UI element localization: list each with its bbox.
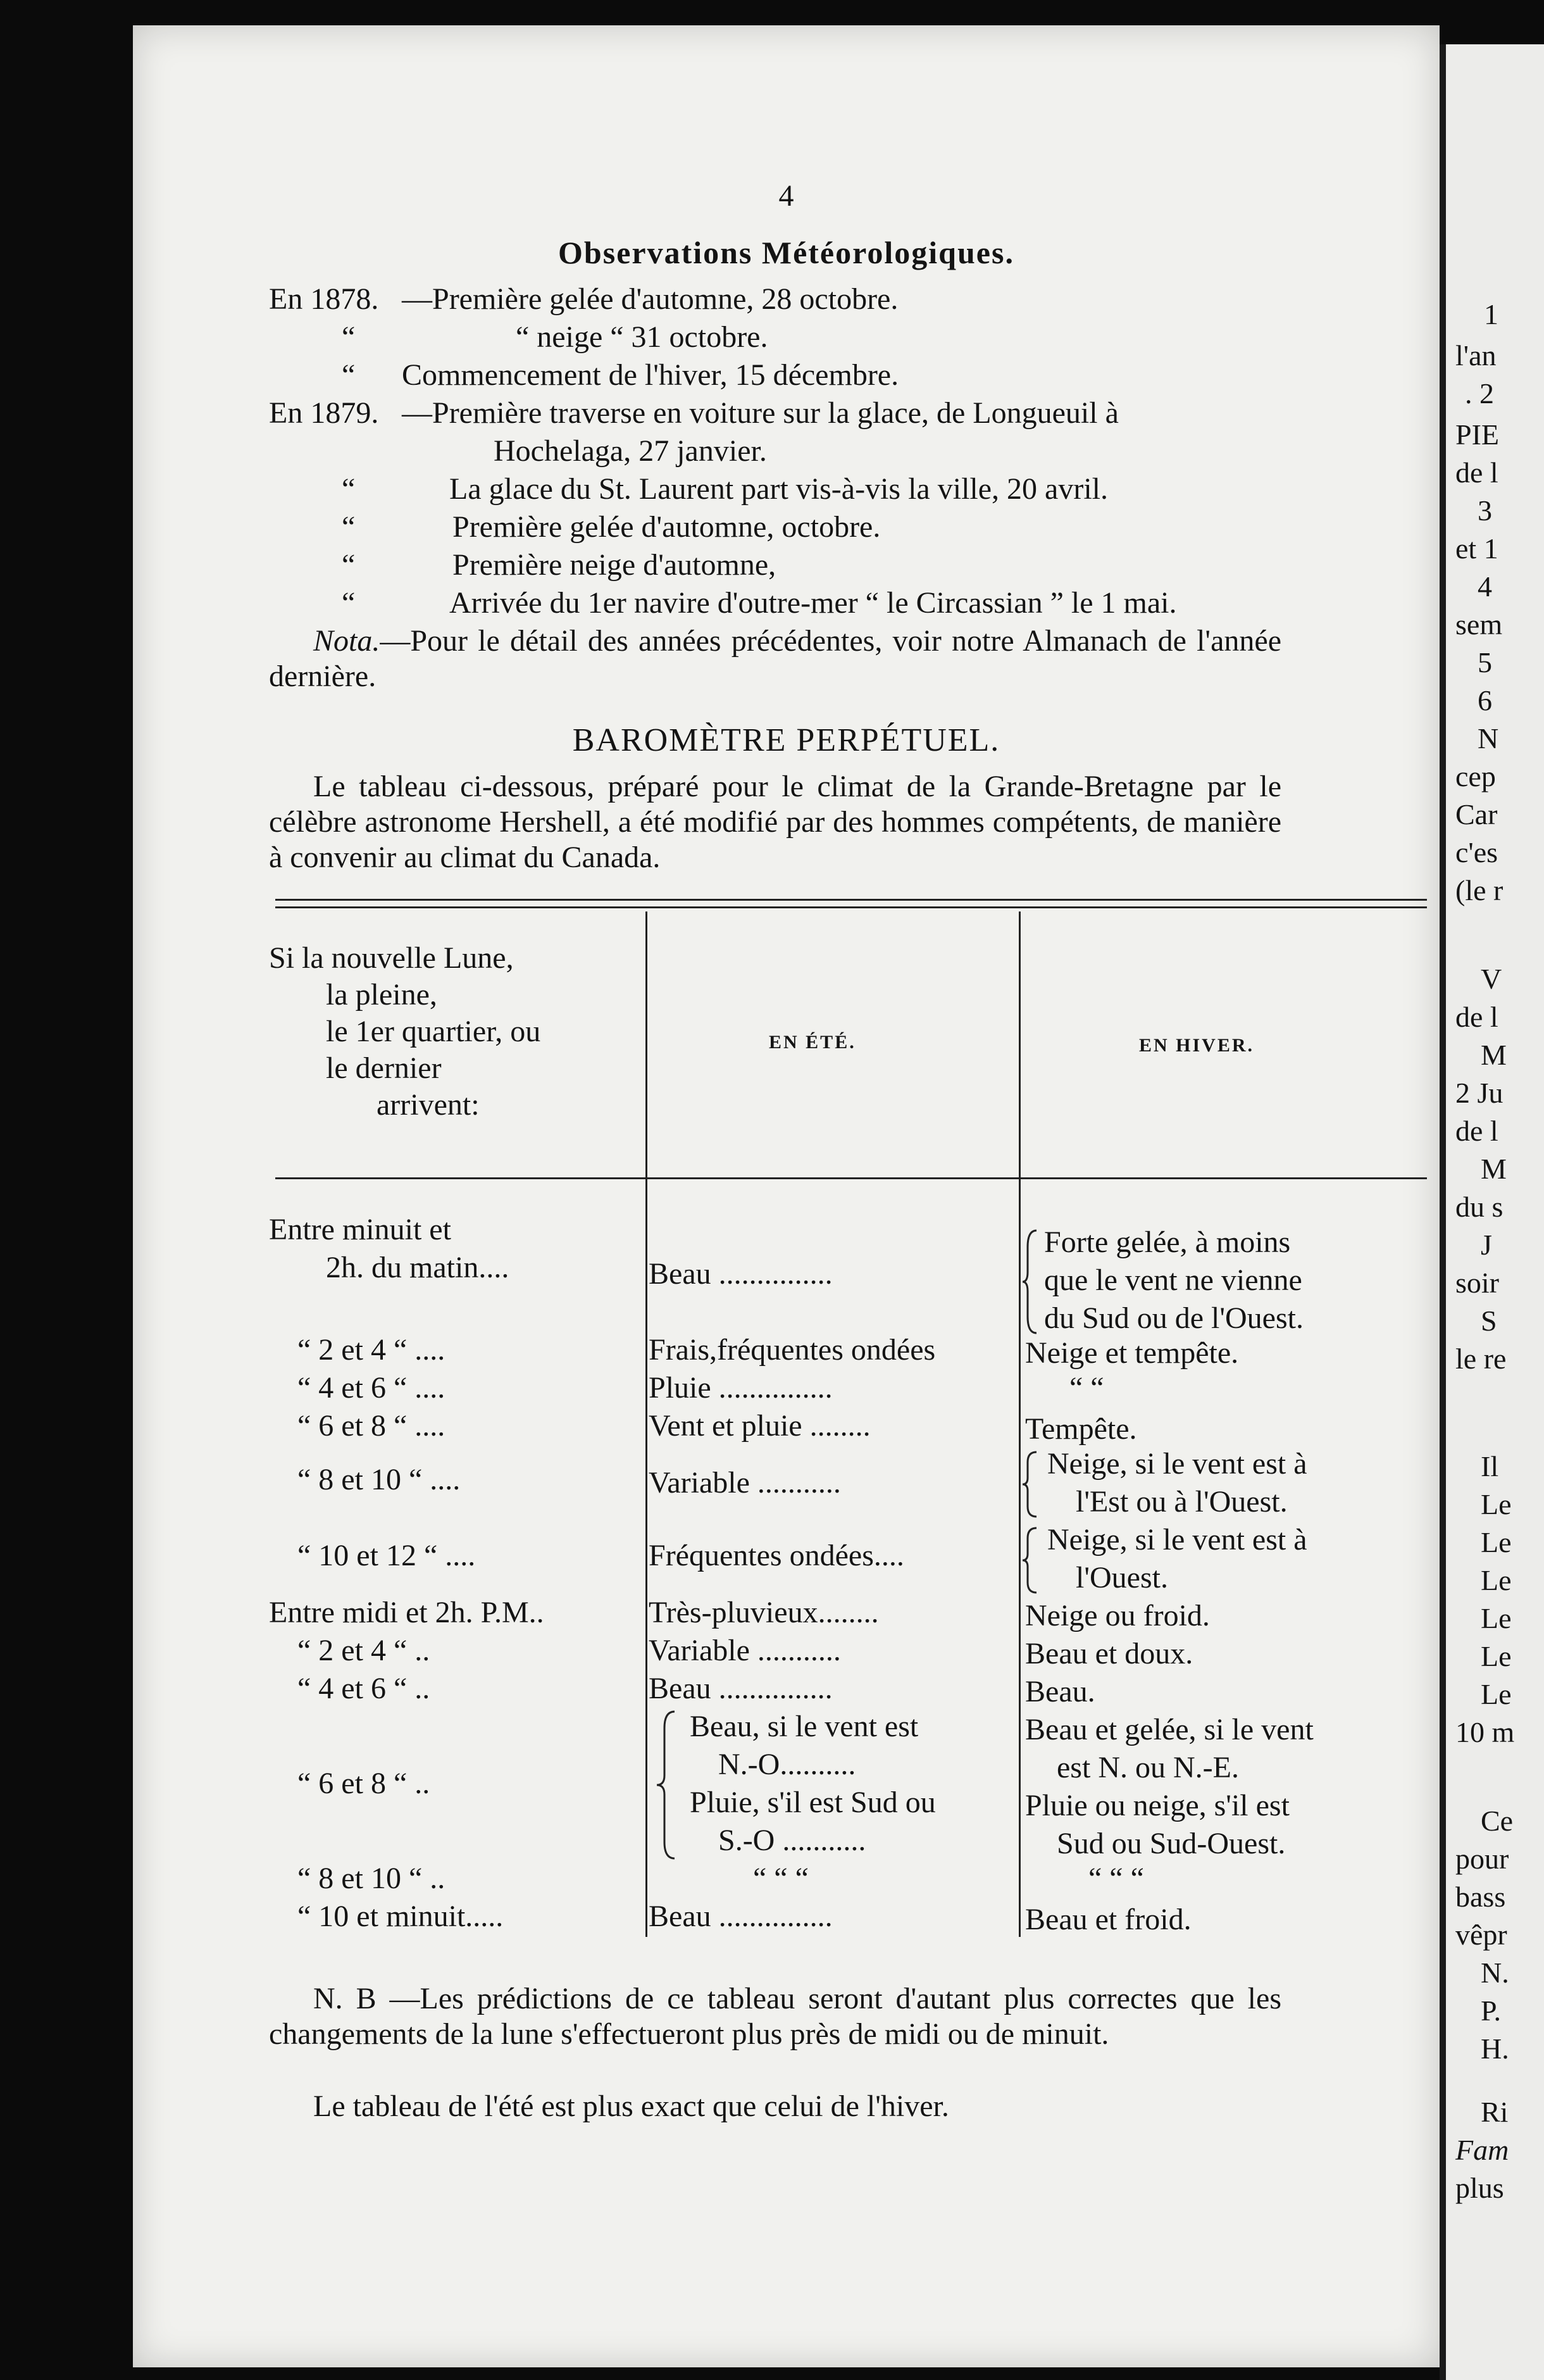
ditto-mark: “	[342, 472, 356, 506]
row-summer: S.-O ...........	[718, 1824, 866, 1857]
adjacent-fragment: H.	[1481, 2032, 1509, 2065]
winter-brace	[1021, 1525, 1039, 1595]
row-winter: “ “	[1069, 1371, 1104, 1405]
winter-brace	[1021, 1228, 1039, 1336]
adjacent-fragment: vêpr	[1455, 1919, 1507, 1951]
adjacent-fragment: Ce	[1481, 1805, 1514, 1837]
adjacent-fragment: pour	[1455, 1843, 1509, 1875]
adjacent-fragment: sem	[1455, 608, 1503, 641]
observation-text: Première neige d'automne,	[452, 548, 776, 582]
adjacent-fragment: 4	[1478, 570, 1492, 603]
row-winter: que le vent ne vienne	[1044, 1263, 1302, 1297]
table-column-divider	[645, 911, 647, 1937]
ditto-mark: “	[342, 358, 356, 392]
adjacent-fragment: 1	[1484, 298, 1498, 330]
row-winter: Beau et doux.	[1025, 1637, 1193, 1670]
adjacent-fragment: de l	[1455, 1115, 1498, 1147]
adjacent-fragment: l'an	[1455, 339, 1497, 372]
row-time: “ 6 et 8 “ ....	[297, 1409, 445, 1443]
adjacent-fragment: V	[1481, 963, 1502, 995]
row-winter: “ “ “	[1088, 1862, 1144, 1895]
adjacent-fragment: Ri	[1481, 2096, 1509, 2128]
table-top-rule	[275, 899, 1427, 901]
row-time: “ 2 et 4 “ ....	[297, 1333, 445, 1367]
adjacent-fragment: Le	[1481, 1678, 1512, 1710]
adjacent-fragment: 10 m	[1455, 1716, 1515, 1748]
row-time: “ 10 et 12 “ ....	[297, 1539, 476, 1572]
adjacent-fragment: PIE	[1455, 418, 1499, 451]
adjacent-fragment: bass	[1455, 1881, 1506, 1913]
adjacent-fragment: cep	[1455, 760, 1496, 792]
ditto-mark: “	[342, 548, 356, 582]
adjacent-fragment: P.	[1481, 1995, 1501, 2027]
winter-brace	[1021, 1450, 1039, 1519]
observation-year: En 1878.	[269, 282, 379, 316]
observation-text: Hochelaga, 27 janvier.	[494, 434, 767, 468]
barometre-intro: Le tableau ci-dessous, préparé pour le climat de la Grande-Bretagne par le célèbre astronome Hershell, a été modifié par des hommes compétents, de manière à convenir au climat du Canada.	[269, 770, 1281, 874]
header-line: la pleine,	[326, 978, 437, 1012]
page-number: 4	[778, 179, 794, 213]
table-top-rule	[275, 906, 1427, 908]
adjacent-fragment: Car	[1455, 798, 1498, 830]
table-header-summer: EN ÉTÉ.	[769, 1032, 856, 1053]
adjacent-fragment: Fam	[1455, 2134, 1509, 2166]
row-summer: Pluie, s'il est Sud ou	[690, 1786, 936, 1819]
ditto-mark: “	[342, 586, 356, 620]
header-line: arrivent:	[377, 1088, 480, 1122]
page-heading: Observations Météorologiques.	[558, 235, 1014, 270]
row-time: “ 8 et 10 “ ....	[297, 1463, 461, 1496]
adjacent-fragment: Le	[1481, 1526, 1512, 1558]
adjacent-fragment: . 2	[1465, 377, 1494, 410]
observation-year: En 1879.	[269, 396, 379, 430]
row-winter: du Sud ou de l'Ouest.	[1044, 1301, 1304, 1335]
row-summer: Beau, si le vent est	[690, 1710, 919, 1743]
row-time: “ 4 et 6 “ ....	[297, 1371, 445, 1405]
row-summer: Vent et pluie ........	[649, 1409, 871, 1443]
table-header-winter: EN HIVER.	[1139, 1035, 1255, 1056]
nota-label: Nota.	[313, 624, 380, 658]
adjacent-fragment: le re	[1455, 1343, 1507, 1375]
row-time: “ 8 et 10 “ ..	[297, 1862, 445, 1895]
observation-text: Arrivée du 1er navire d'outre-mer “ le Circassian ” le 1 mai.	[449, 586, 1177, 620]
row-winter: Beau et gelée, si le vent	[1025, 1713, 1314, 1746]
row-time: Entre minuit et	[269, 1213, 451, 1246]
adjacent-fragment: plus	[1455, 2172, 1504, 2204]
adjacent-fragment: N	[1478, 722, 1499, 755]
adjacent-fragment: de l	[1455, 456, 1498, 489]
row-time: “ 10 et minuit.....	[297, 1900, 504, 1933]
row-winter: Neige, si le vent est à	[1047, 1447, 1307, 1481]
adjacent-fragment: J	[1481, 1229, 1492, 1261]
row-summer: Frais,fréquentes ondées	[649, 1333, 936, 1367]
adjacent-fragment: Le	[1481, 1488, 1512, 1520]
row-winter: Forte gelée, à moins	[1044, 1225, 1291, 1259]
header-line: le 1er quartier, ou	[326, 1015, 541, 1048]
nota-text: —Pour le détail des années précédentes, voir notre Almanach de l'année dernière.	[269, 624, 1281, 693]
ditto-mark: “	[342, 510, 356, 544]
nb-paragraph: N. B —Les prédictions de ce tableau seront d'autant plus correctes que les changements de la lune s'effectueront plus près de midi ou de minuit.	[269, 1982, 1281, 2051]
row-summer: Variable ...........	[649, 1466, 841, 1500]
adjacent-fragment: 3	[1478, 494, 1492, 527]
table-column-divider	[1019, 911, 1021, 1937]
row-winter: Neige, si le vent est à	[1047, 1523, 1307, 1556]
adjacent-fragment: (le r	[1455, 874, 1504, 906]
adjacent-fragment: 2 Ju	[1455, 1077, 1504, 1109]
ditto-mark: “	[342, 320, 356, 354]
adjacent-fragment: 5	[1478, 646, 1492, 679]
row-summer: Variable ...........	[649, 1634, 841, 1667]
row-winter: l'Ouest.	[1076, 1561, 1168, 1594]
header-line: le dernier	[326, 1051, 442, 1085]
adjacent-fragment: Le	[1481, 1602, 1512, 1634]
adjacent-fragment: Le	[1481, 1640, 1512, 1672]
row-winter: Neige et tempête.	[1025, 1336, 1239, 1370]
row-winter: Beau.	[1025, 1675, 1095, 1708]
observation-text: “ neige “ 31 octobre.	[516, 320, 768, 354]
summer-brace	[653, 1709, 678, 1861]
header-line: Si la nouvelle Lune,	[269, 941, 514, 975]
adjacent-fragment: S	[1481, 1305, 1497, 1337]
barometre-title: BAROMÈTRE PERPÉTUEL.	[572, 722, 1000, 758]
table-header-rule	[275, 1177, 1427, 1179]
nota-paragraph	[269, 623, 1281, 694]
row-summer: Pluie ...............	[649, 1371, 833, 1405]
row-winter: Neige ou froid.	[1025, 1599, 1210, 1632]
row-time: 2h. du matin....	[326, 1251, 509, 1284]
row-winter: Pluie ou neige, s'il est	[1025, 1789, 1290, 1822]
observation-text: —Première traverse en voiture sur la glace, de Longueuil à	[402, 396, 1119, 430]
adjacent-fragment: N.	[1481, 1957, 1509, 1989]
row-winter: Beau et froid.	[1025, 1903, 1192, 1936]
row-summer: Beau ...............	[649, 1672, 833, 1705]
adjacent-fragment: Il	[1481, 1450, 1499, 1482]
adjacent-fragment: M	[1481, 1039, 1507, 1071]
row-summer: Très-pluvieux........	[649, 1596, 879, 1629]
adjacent-fragment: 6	[1478, 684, 1492, 717]
row-summer: Beau ...............	[649, 1900, 833, 1933]
row-time: “ 4 et 6 “ ..	[297, 1672, 430, 1705]
observation-text: Première gelée d'automne, octobre.	[452, 510, 881, 544]
row-time: “ 6 et 8 “ ..	[297, 1767, 430, 1800]
adjacent-page-edge	[1440, 44, 1544, 2380]
table-header-time	[269, 940, 642, 1124]
almanac-page	[133, 25, 1440, 2367]
row-summer: “ “ “	[753, 1862, 809, 1895]
adjacent-fragment: M	[1481, 1153, 1507, 1185]
adjacent-fragment: Le	[1481, 1564, 1512, 1596]
adjacent-fragment: et 1	[1455, 532, 1498, 565]
row-summer: Fréquentes ondées....	[649, 1539, 904, 1572]
adjacent-fragment: soir	[1455, 1267, 1499, 1299]
row-summer: N.-O..........	[718, 1748, 856, 1781]
adjacent-fragment: c'es	[1455, 836, 1498, 868]
row-winter: Tempête.	[1025, 1412, 1137, 1446]
row-winter: est N. ou N.-E.	[1057, 1751, 1239, 1784]
row-winter: l'Est ou à l'Ouest.	[1076, 1485, 1288, 1519]
closing-note: Le tableau de l'été est plus exact que celui de l'hiver.	[313, 2089, 949, 2123]
observation-text: La glace du St. Laurent part vis-à-vis la ville, 20 avril.	[449, 472, 1108, 506]
adjacent-fragment: du s	[1455, 1191, 1504, 1223]
row-time: “ 2 et 4 “ ..	[297, 1634, 430, 1667]
row-time: Entre midi et 2h. P.M..	[269, 1596, 544, 1629]
observation-text: Commencement de l'hiver, 15 décembre.	[402, 358, 899, 392]
row-winter: Sud ou Sud-Ouest.	[1057, 1827, 1286, 1860]
adjacent-fragment: de l	[1455, 1001, 1498, 1033]
row-summer: Beau ...............	[649, 1257, 833, 1291]
observation-text: —Première gelée d'automne, 28 octobre.	[402, 282, 899, 316]
